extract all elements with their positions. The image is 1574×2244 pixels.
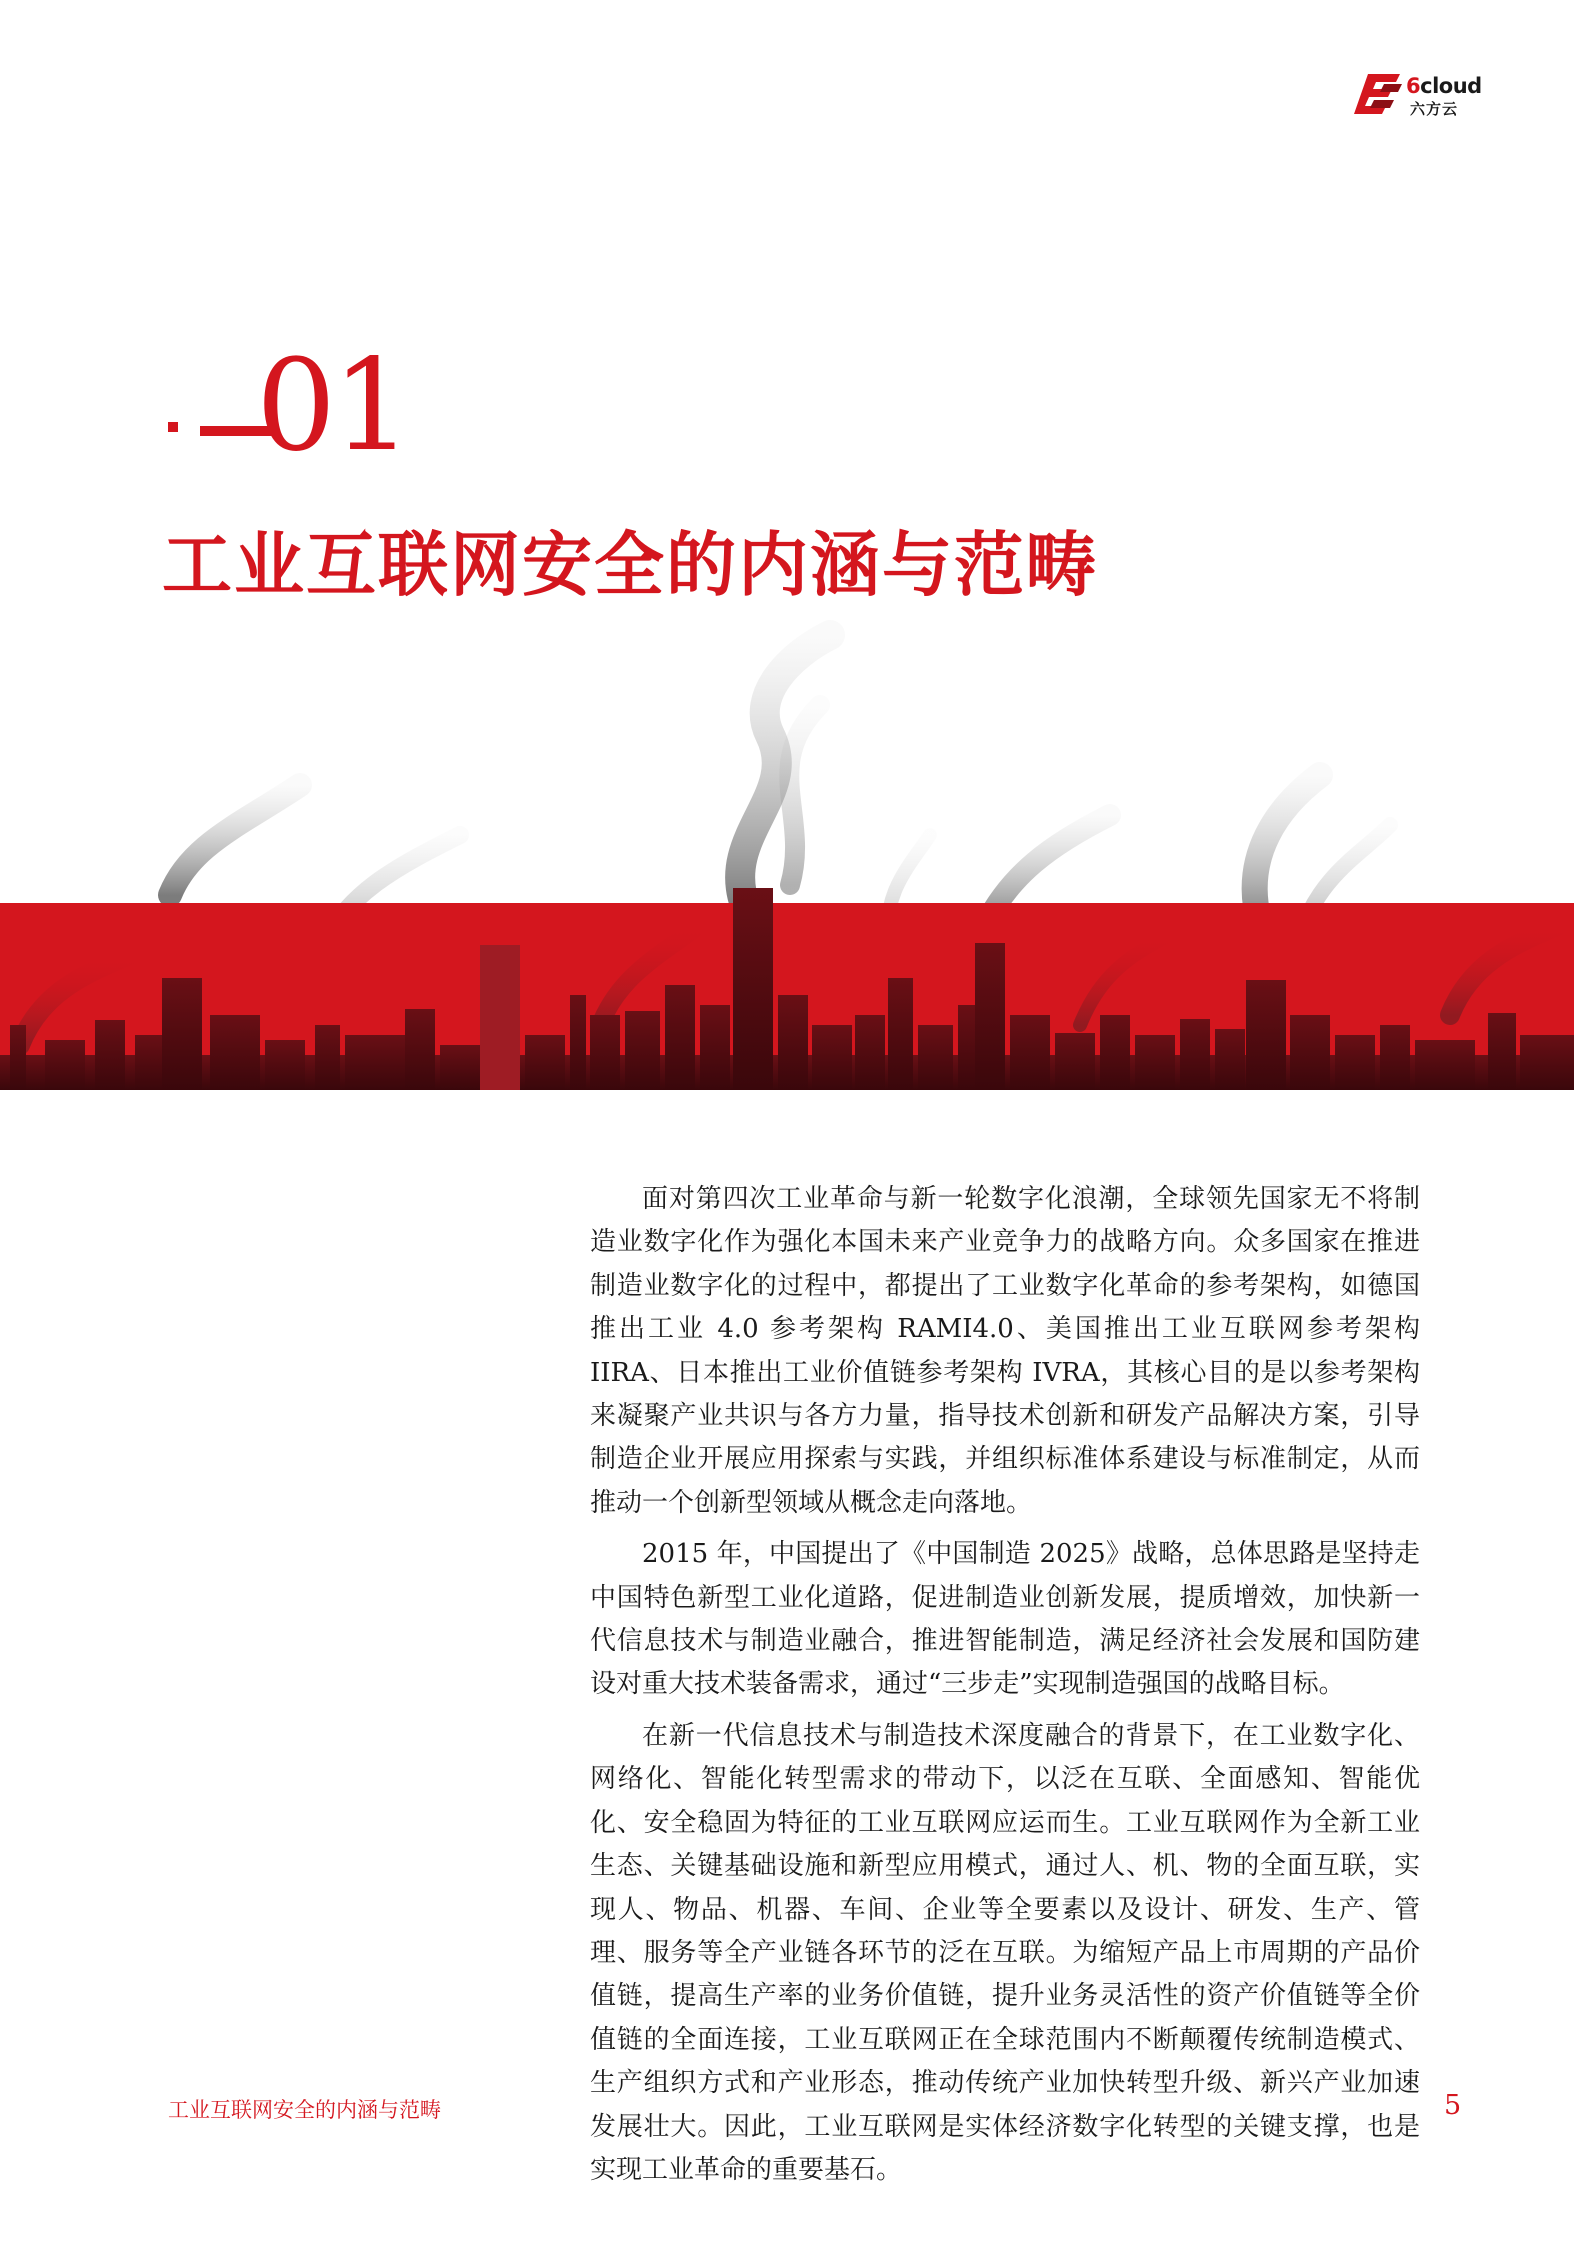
chapter-number: 01	[256, 332, 409, 479]
body-text	[590, 1178, 1420, 2200]
paragraph-1: 面对第四次工业革命与新一轮数字化浪潮，全球领先国家无不将制造业数字化作为强化本国未来产业竞争力的战略方向。众多国家在推进制造业数字化的过程中，都提出了工业数字化革命的参考架构，如德国推出工业 4.0 参考架构 RAMI4.0、美国推出工业互联网参考架构 IIRA、日本推出工业价值链参考架构 IVRA，其核心目的是以参考架构来凝聚产业共识与各方力量，指导技术创新和研发产品解决方案，引导制造企业开展应用探索与实践，并组织标准体系建设与标准制定，从而推动一个创新型领域从概念走向落地。	[590, 1184, 1420, 1518]
chapter-title: 工业互联网安全的内涵与范畴	[162, 523, 1098, 606]
footer-section-title: 工业互联网安全的内涵与范畴	[168, 2098, 441, 2122]
paragraph-2: 2015 年，中国提出了《中国制造 2025》战略，总体思路是坚持走中国特色新型工业化道路，促进制造业创新发展，提质增效，加快新一代信息技术与制造业融合，推进智能制造，满足经济社会发展和国防建设对重大技术装备需求，通过“三步走”实现制造强国的战略目标。	[590, 1539, 1420, 1700]
factory-skyline-illustration	[0, 595, 1574, 1090]
six-cloud-logo-icon	[1354, 72, 1406, 118]
logo-wordmark: 6cloud	[1406, 74, 1482, 98]
chapter-dot	[168, 422, 178, 432]
brand-logo	[1354, 70, 1494, 126]
page-number: 5	[1444, 2090, 1462, 2121]
paragraph-3: 在新一代信息技术与制造技术深度融合的背景下，在工业数字化、网络化、智能化转型需求的带动下，以泛在互联、全面感知、智能优化、安全稳固为特征的工业互联网应运而生。工业互联网作为全新工业生态、关键基础设施和新型应用模式，通过人、机、物的全面互联，实现人、物品、机器、车间、企业等全要素以及设计、研发、生产、管理、服务等全产业链各环节的泛在互联。为缩短产品上市周期的产品价值链，提高生产率的业务价值链，提升业务灵活性的资产价值链等全价值链的全面连接，工业互联网正在全球范围内不断颠覆传统制造模式、生产组织方式和产业形态，推动传统产业加快转型升级、新兴产业加速发展壮大。因此，工业互联网是实体经济数字化转型的关键支撑，也是实现工业革命的重要基石。	[590, 1720, 1420, 2185]
logo-chinese-name: 六方云	[1410, 100, 1459, 118]
